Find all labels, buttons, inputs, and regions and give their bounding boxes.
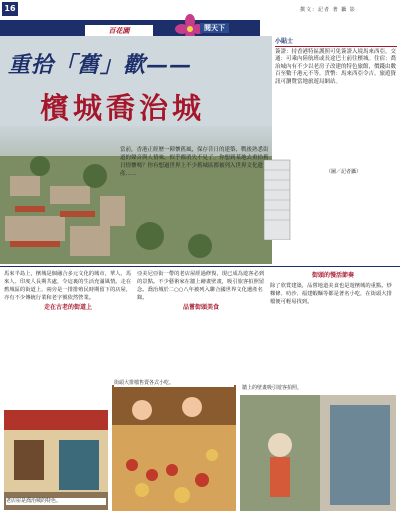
- shophouse-photo: [4, 410, 108, 510]
- column-subtitle: 閱天下: [200, 23, 229, 33]
- food-stall-photo: [112, 385, 236, 511]
- body-paragraph-1: 馬來半島上，檳城是個融合多元文化的城市，華人、馬來人、印度人長期共處，令這裏的生活充滿風情。走在舊城區的街道上，兩旁是一排排殖民時期留下的店屋，亦有不少傳統行業和老字號依然營業。: [4, 271, 132, 301]
- column-name: 百花園: [84, 24, 154, 38]
- photo-caption-3: 牆上的壁畫吸引遊客拍照。: [242, 385, 392, 392]
- body-column-3: [270, 270, 396, 380]
- subhead-1: 走在古老的街道上: [43, 304, 92, 311]
- hero-caption: （圖／記者攝）: [326, 169, 362, 175]
- headline-line2: 檳城喬治城: [40, 91, 206, 125]
- subhead-2: 品嘗街頭美食: [182, 304, 219, 311]
- sidebar-title: 小貼士: [275, 38, 397, 47]
- page-number: 16: [2, 2, 18, 16]
- byline: 撰文：記者 著 攝 影: [300, 7, 356, 13]
- body-paragraph-3: 除了欣賞建築，品嘗地道美食也是遊檳城的重點。炒粿條、叻沙、福建蝦麵等都是著名小吃，在街頭大排檔便可輕易找到。: [270, 283, 392, 305]
- sidebar-text: 簽證：持香港特區護照可免簽證入境馬來西亞。交通：可乘內陸航班或長途巴士前往檳城。住宿：喬治城內有不少以老房子改建的特色旅館，價錢由數百至數千港元不等。貨幣：馬來西亞令吉。旅遊資訊可瀏覽當地旅遊局網站。: [275, 48, 397, 85]
- photo-caption-1: 老店屋是喬治城的特色。: [6, 498, 106, 505]
- subhead-3: 街頭的慢活節奏: [311, 272, 354, 279]
- tips-sidebar: [275, 38, 397, 168]
- street-mural-photo: [240, 395, 396, 511]
- headline-line1: 重拾「舊」歡——: [8, 52, 193, 78]
- section-divider: [0, 266, 400, 267]
- photo-caption-2: 街頭大排檔售賣各式小吃。: [114, 380, 234, 387]
- body-column-2: [137, 270, 265, 380]
- lede-paragraph: 當前，香港正經歷一陣懷舊風，保存昔日的建築、戰後熟悉街道的聲音與人情味，似乎都消失不見了。你想到某地去重拾舊日情懷嗎？你有想過世界上不少舊城區都被列入世界文化遺產……: [120, 147, 269, 177]
- body-paragraph-2: 亞美尼亞街一帶的老店屋經過修復，現已成為遊客必到的景點。不少藝術家在牆上繪畫壁畫，吸引旅客拍照留念。喬治城於二○○八年被列入聯合國世界文化遺產名錄。: [137, 271, 265, 301]
